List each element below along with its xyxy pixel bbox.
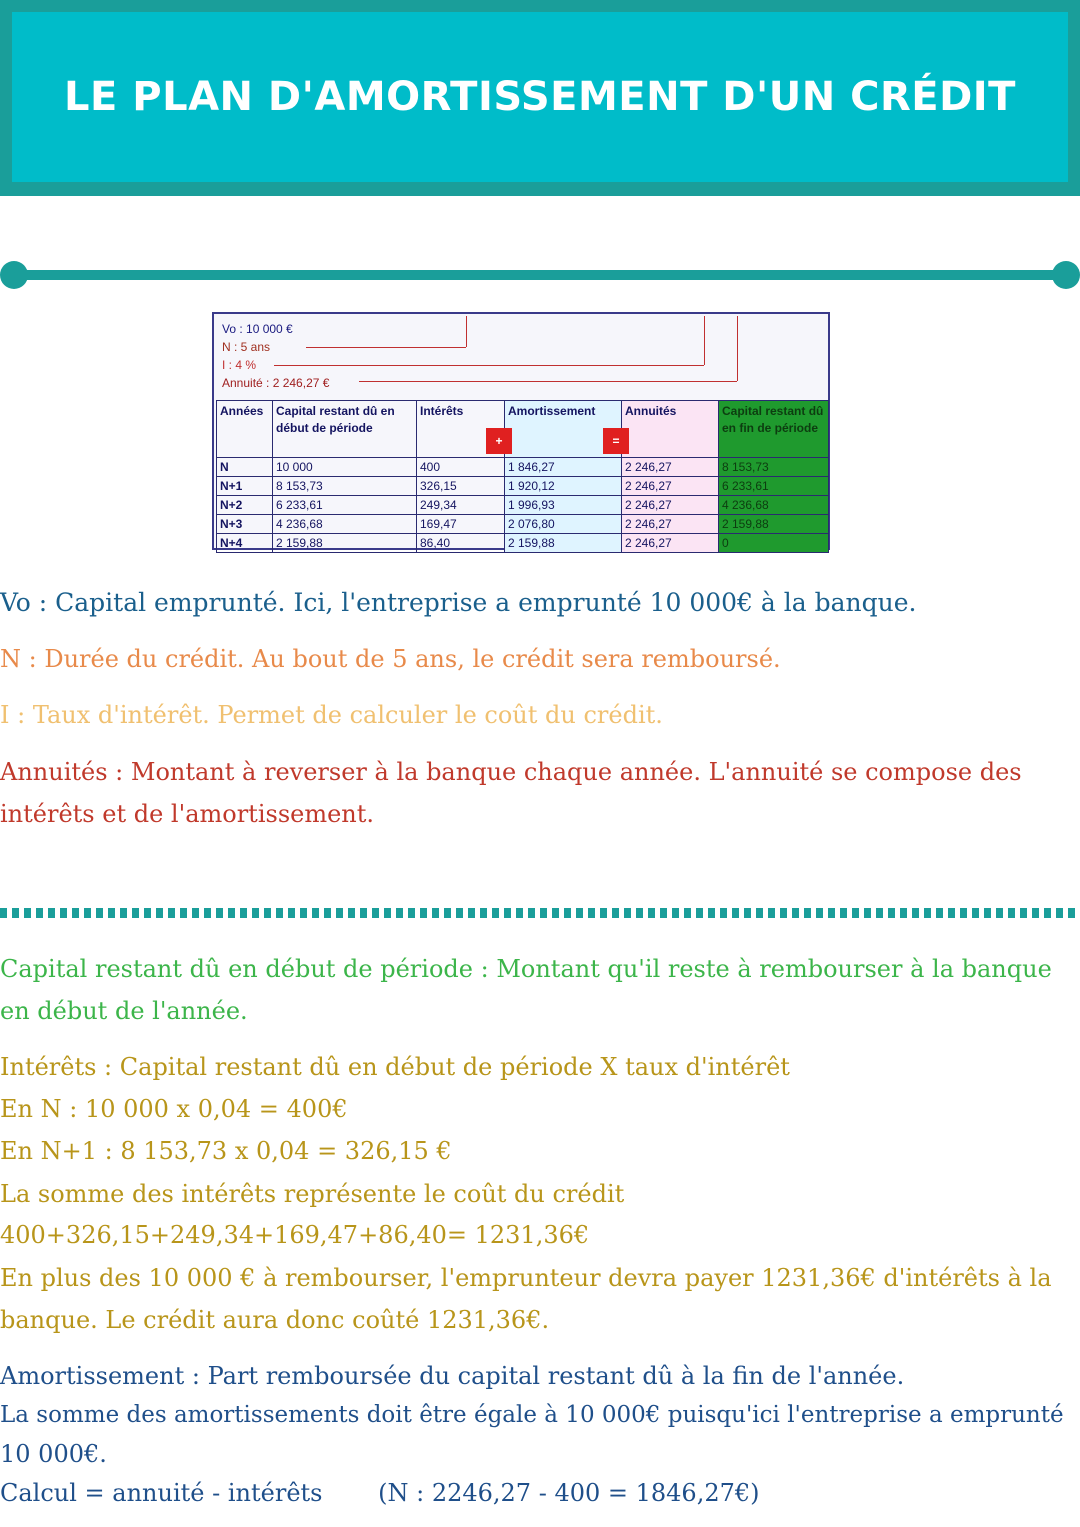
- amortissement-line1: Amortissement : Part remboursée du capital restant dû à la fin de l'année.: [0, 1362, 905, 1390]
- cell-capital-debut: 6 233,61: [273, 496, 417, 515]
- table-row: [217, 515, 829, 534]
- col-header-annuites: [612, 401, 719, 458]
- page-title: LE PLAN D'AMORTISSEMENT D'UN CRÉDIT: [64, 74, 1016, 120]
- amortissement-line3: 10 000€.: [0, 1440, 107, 1468]
- interets-line7: banque. Le crédit aura donc coûté 1231,36€.: [0, 1306, 550, 1334]
- interets-line4: La somme des intérêts représente le coût du crédit: [0, 1180, 625, 1208]
- cell-capital-fin: 4 236,68: [719, 496, 829, 515]
- arrow-i-vertical: [704, 316, 705, 365]
- cell-amortissement: 2 159,88: [505, 534, 622, 553]
- arrow-n: [306, 347, 466, 348]
- cell-annee: N: [217, 458, 273, 477]
- divider-line: [14, 270, 1066, 280]
- cell-amortissement: 1 996,93: [505, 496, 622, 515]
- cell-annuite: 2 246,27: [622, 458, 719, 477]
- cell-amortissement: 1 846,27: [505, 458, 622, 477]
- arrow-i: [274, 365, 704, 366]
- header-inner: [12, 12, 1068, 182]
- amortization-table-body: [217, 458, 829, 553]
- equals-operator: =: [603, 428, 629, 454]
- interets-line5: 400+326,15+249,34+169,47+86,40= 1231,36€: [0, 1221, 590, 1249]
- definition-annuites-line2: intérêts et de l'amortissement.: [0, 800, 375, 828]
- param-v0: Vo : 10 000 €: [222, 322, 293, 336]
- capital-debut-line1: Capital restant dû en début de période : Montant qu'il reste à rembourser à la banque: [0, 955, 1052, 983]
- table-row: [217, 458, 829, 477]
- cell-interets: 400: [417, 458, 505, 477]
- cell-capital-fin: 0: [719, 534, 829, 553]
- definition-annuites-line1: Annuités : Montant à reverser à la banque chaque année. L'annuité se compose des: [0, 758, 1022, 786]
- arrow-annuite-vertical: [737, 316, 738, 381]
- amortissement-example: (N : 2246,27 - 400 = 1846,27€): [378, 1479, 760, 1507]
- cell-capital-fin: 8 153,73: [719, 458, 829, 477]
- interets-line3: En N+1 : 8 153,73 x 0,04 = 326,15 €: [0, 1137, 452, 1165]
- cell-capital-debut: 2 159,88: [273, 534, 417, 553]
- cell-capital-fin: 2 159,88: [719, 515, 829, 534]
- interets-line1: Intérêts : Capital restant dû en début de période X taux d'intérêt: [0, 1053, 790, 1081]
- cell-annee: N+4: [217, 534, 273, 553]
- cell-annee: N+1: [217, 477, 273, 496]
- table-row: [217, 534, 829, 553]
- cell-capital-fin: 6 233,61: [719, 477, 829, 496]
- table-row: [217, 477, 829, 496]
- cell-capital-debut: 8 153,73: [273, 477, 417, 496]
- amortissement-line2: La somme des amortissements doit être égale à 10 000€ puisqu'ici l'entreprise a emprunté: [0, 1402, 1064, 1428]
- cell-amortissement: 2 076,80: [505, 515, 622, 534]
- header-banner: [0, 0, 1080, 196]
- cell-annuite: 2 246,27: [622, 496, 719, 515]
- amortization-table: [216, 400, 829, 553]
- arrow-n-vertical: [466, 316, 467, 347]
- cell-capital-debut: 4 236,68: [273, 515, 417, 534]
- col-header-capital-fin: Capital restant dû en fin de période: [719, 401, 829, 458]
- plus-operator: +: [486, 428, 512, 454]
- capital-debut-line2: en début de l'année.: [0, 997, 248, 1025]
- cell-amortissement: 1 920,12: [505, 477, 622, 496]
- dotted-separator: [0, 908, 1080, 918]
- cell-annuite: 2 246,27: [622, 515, 719, 534]
- cell-interets: 86,40: [417, 534, 505, 553]
- cell-annee: N+2: [217, 496, 273, 515]
- cell-interets: 169,47: [417, 515, 505, 534]
- interets-line2: En N : 10 000 x 0,04 = 400€: [0, 1095, 348, 1123]
- param-n: N : 5 ans: [222, 340, 271, 354]
- cell-interets: 326,15: [417, 477, 505, 496]
- col-header-annuites-label: Annuités: [625, 404, 677, 418]
- table-row: [217, 496, 829, 515]
- col-header-capital-debut: Capital restant dû en début de période: [273, 401, 417, 458]
- definition-v0: Vo : Capital emprunté. Ici, l'entreprise a emprunté 10 000€ à la banque.: [0, 588, 917, 617]
- cell-annuite: 2 246,27: [622, 534, 719, 553]
- col-header-annees: Années: [217, 401, 273, 458]
- param-i: I : 4 %: [222, 358, 257, 372]
- definition-i: I : Taux d'intérêt. Permet de calculer le coût du crédit.: [0, 701, 663, 729]
- cell-annuite: 2 246,27: [622, 477, 719, 496]
- amortissement-line4: [0, 1472, 1078, 1514]
- col-header-amortissement-label: Amortissement: [508, 404, 596, 418]
- col-header-interets: Intérêts: [417, 401, 505, 458]
- cell-capital-debut: 10 000: [273, 458, 417, 477]
- interets-line6: En plus des 10 000 € à rembourser, l'emprunteur devra payer 1231,36€ d'intérêts à la: [0, 1264, 1052, 1292]
- loan-parameters: [222, 320, 329, 392]
- param-annuite: Annuité : 2 246,27 €: [222, 376, 330, 390]
- divider-dot-right: [1052, 261, 1080, 289]
- cell-interets: 249,34: [417, 496, 505, 515]
- arrow-annuite: [359, 381, 737, 382]
- cell-annee: N+3: [217, 515, 273, 534]
- amortization-table-image: [212, 312, 830, 550]
- definition-n: N : Durée du crédit. Au bout de 5 ans, le crédit sera remboursé.: [0, 645, 781, 673]
- amortissement-formula: Calcul = annuité - intérêts: [0, 1479, 323, 1507]
